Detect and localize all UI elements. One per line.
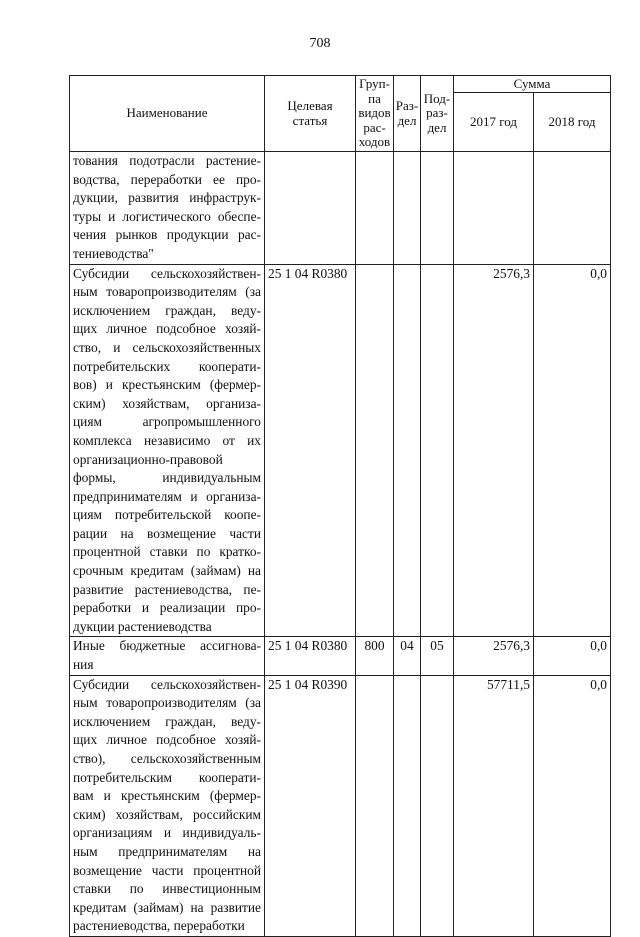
table-row (70, 637, 611, 675)
row-name-line: чения рынков продукции рас- (73, 227, 261, 243)
row-name-line: щих личное подсобное хозяй- (73, 321, 261, 337)
row-name-line: потребительских кооперати- (73, 358, 261, 374)
row-expense-group (356, 152, 394, 265)
row-name-line: формы, индивидуальным (73, 470, 261, 486)
row-name-line: вам и крестьянским (фермер- (73, 788, 261, 804)
row-name-line: потребительским кооперати- (73, 769, 261, 785)
row-name-line: рации на возмещение части (73, 525, 261, 541)
header-target-article: Целевая статья (265, 76, 356, 152)
row-name-line: дукции растениеводства (73, 618, 212, 634)
row-name (70, 152, 265, 265)
row-name-line: Субсидии сельскохозяйствен- (73, 265, 261, 281)
row-sum-2018 (534, 152, 611, 265)
row-expense-group (356, 675, 394, 936)
row-subsection (421, 675, 454, 936)
row-expense-group (356, 264, 394, 637)
header-name: Наименование (70, 76, 265, 152)
page-number: 708 (309, 36, 331, 51)
row-section (394, 675, 421, 936)
row-name-line: ставки по инвестиционным (73, 881, 261, 897)
row-name-line: дукции, развития инфраструк- (73, 190, 261, 206)
header-expense-group: Груп- па видов рас- ходов (356, 76, 394, 152)
row-expense-group: 800 (356, 637, 394, 675)
row-sum-2017: 2576,3 (454, 264, 534, 637)
row-name-line: ния (73, 657, 94, 673)
row-name-line: тениеводства" (73, 245, 154, 261)
row-name-line: вов) и крестьянским (фермер- (73, 377, 261, 393)
row-name-line: предпринимателям и организа- (73, 488, 261, 504)
row-name-line: исключением граждан, веду- (73, 302, 261, 318)
row-name-line: Субсидии сельскохозяйствен- (73, 676, 261, 692)
row-name-line: щих личное подсобное хозяй- (73, 732, 261, 748)
row-name-line: ским) хозяйствам, организа- (73, 395, 261, 411)
row-name-line: ным товаропроизводителям (за (73, 284, 261, 300)
row-name-line: ство), сельскохозяйственным (73, 751, 261, 766)
row-section (394, 152, 421, 265)
row-name-line: туры и логистического обеспе- (73, 208, 261, 224)
row-name-line: циям потребительской коопе- (73, 507, 261, 523)
row-name-line: ство, и сельскохозяйственных (73, 339, 261, 355)
header-year-2017: 2017 год (454, 93, 534, 152)
row-target-article: 25 1 04 R0380 (265, 264, 356, 637)
row-name (70, 637, 265, 675)
row-name-line: срочным кредитам (займам) на (73, 563, 261, 579)
row-name-line: Иные бюджетные ассигнова- (73, 638, 261, 654)
row-name-line: ским) хозяйствам, российским (73, 806, 261, 822)
table-body (70, 152, 611, 937)
row-name-line: водства, переработки ее про- (73, 171, 261, 187)
row-name-line: комплекса независимо от их (73, 432, 261, 448)
row-sum-2018: 0,0 (534, 264, 611, 637)
row-name-line: исключением граждан, веду- (73, 713, 261, 729)
row-name-line: организациям и индивидуаль- (73, 825, 261, 841)
table-row (70, 152, 611, 265)
row-name-line: тования подотрасли растение- (73, 153, 261, 168)
row-name (70, 264, 265, 637)
row-sum-2018: 0,0 (534, 675, 611, 936)
row-name-line: организационно-правовой (73, 451, 223, 467)
header-subsection: Под- раз- дел (421, 76, 454, 152)
header-sum: Сумма (454, 76, 611, 93)
row-sum-2017: 2576,3 (454, 637, 534, 675)
row-sum-2017 (454, 152, 534, 265)
row-name-line: растениеводства, переработки (73, 918, 245, 934)
row-name (70, 675, 265, 936)
row-target-article: 25 1 04 R0380 (265, 637, 356, 675)
row-target-article: 25 1 04 R0390 (265, 675, 356, 936)
row-section (394, 264, 421, 637)
row-subsection (421, 152, 454, 265)
header-row (70, 76, 611, 93)
row-name-line: реработки и реализации про- (73, 600, 261, 616)
row-sum-2017: 57711,5 (454, 675, 534, 936)
header-section: Раз- дел (394, 76, 421, 152)
row-section: 04 (394, 637, 421, 675)
row-sum-2018: 0,0 (534, 637, 611, 675)
budget-table (69, 75, 611, 937)
row-subsection (421, 264, 454, 637)
row-name-line: ным товаропроизводителям (за (73, 695, 261, 711)
row-name-line: кредитам (займам) на развитие (73, 899, 261, 915)
row-name-line: циям агропромышленного (73, 414, 261, 430)
row-name-line: процентной ставки по кратко- (73, 544, 261, 560)
table-row (70, 264, 611, 637)
row-name-line: развитие растениеводства, пе- (73, 581, 261, 597)
table-row (70, 675, 611, 936)
row-target-article (265, 152, 356, 265)
row-name-line: ным предпринимателям на (73, 843, 261, 859)
header-year-2018: 2018 год (534, 93, 611, 152)
row-name-line: возмещение части процентной (73, 862, 261, 878)
row-subsection: 05 (421, 637, 454, 675)
